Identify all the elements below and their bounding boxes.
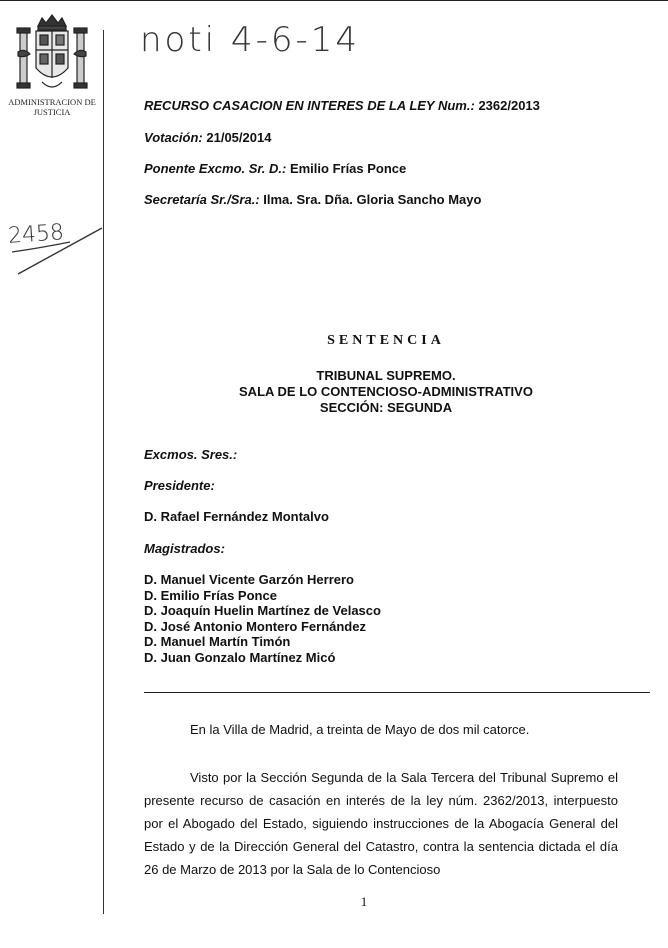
ponente-value: Emilio Frías Ponce bbox=[289, 161, 407, 176]
magistrado-name: D. Juan Gonzalo Martínez Micó bbox=[144, 649, 336, 665]
handwritten-slash-mark bbox=[10, 222, 105, 278]
visto-paragraph: Visto por la Sección Segunda de la Sala Tercera del Tribunal Supremo el presente recurso de casación en interés de la ley núm. 2362/2013, interpuesto por el Abogado del Estado, siguiendo instrucciones de la Abogacía General del Estado y de la Dirección General del Catastro, contra la sentencia dictada el día 26 de Marzo de 2013 por la Sala de lo Contencioso bbox=[144, 770, 618, 877]
institution-name: ADMINISTRACION DE JUSTICIA bbox=[8, 97, 96, 117]
magistrado-name: D. Emilio Frías Ponce bbox=[144, 587, 277, 603]
magistrado-name: D. Manuel Vicente Garzón Herrero bbox=[144, 572, 354, 587]
seccion-name: SECCIÓN: SEGUNDA bbox=[319, 400, 453, 415]
page-top-border bbox=[0, 0, 668, 1]
secretaria-label: Secretaría Sr./Sra.: bbox=[144, 192, 260, 207]
sala-name: SALA DE LO CONTENCIOSO-ADMINISTRATIVO bbox=[239, 384, 533, 399]
magistrado-name: D. Manuel Martín Timón bbox=[144, 634, 291, 650]
margin-rule bbox=[103, 30, 104, 914]
magistrado-name: D. Joaquín Huelin Martínez de Velasco bbox=[144, 603, 381, 619]
coat-of-arms-icon bbox=[12, 12, 92, 96]
excmos-label: Excmos. Sres.: bbox=[144, 447, 238, 462]
magistrados-list bbox=[144, 572, 381, 666]
court-name: TRIBUNAL SUPREMO. bbox=[316, 368, 456, 383]
recurso-value: 2362/2013 bbox=[478, 98, 540, 113]
secretaria-line bbox=[144, 192, 481, 207]
presidente-label: Presidente: bbox=[144, 478, 215, 493]
section-divider bbox=[144, 692, 650, 693]
opening-paragraph: En la Villa de Madrid, a treinta de Mayo de dos mil catorce. bbox=[190, 722, 530, 737]
votacion-line bbox=[144, 130, 271, 145]
ponente-line bbox=[144, 161, 406, 176]
page-number: 1 bbox=[360, 894, 368, 909]
handwritten-notification-date: noti 4-6-14 bbox=[140, 20, 360, 60]
magistrados-label: Magistrados: bbox=[144, 541, 225, 556]
recurso-label: RECURSO CASACION EN INTERES DE LA LEY Num.: bbox=[144, 98, 475, 113]
magistrado-name: D. José Antonio Montero Fernández bbox=[144, 618, 366, 634]
secretaria-value: Ilma. Sra. Dña. Gloria Sancho Mayo bbox=[263, 192, 482, 207]
handwritten-registry-number: 2458 bbox=[7, 220, 65, 249]
recurso-line bbox=[144, 98, 540, 113]
sentencia-title: SENTENCIA bbox=[327, 333, 445, 348]
votacion-label: Votación: bbox=[144, 130, 203, 145]
ponente-label: Ponente Excmo. Sr. D.: bbox=[144, 161, 287, 176]
votacion-value: 21/05/2014 bbox=[206, 130, 272, 145]
presidente-name: D. Rafael Fernández Montalvo bbox=[144, 509, 329, 524]
